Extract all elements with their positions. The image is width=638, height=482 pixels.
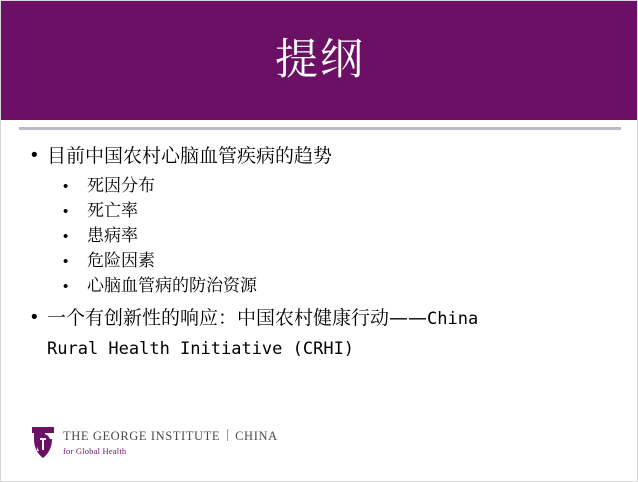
list-item-label: 目前中国农村心脑血管疾病的趋势 [47, 145, 333, 167]
list-item-label: 心脑血管病的防治资源 [87, 276, 257, 296]
list-item-label: 死亡率 [87, 201, 138, 221]
list-item [27, 224, 617, 249]
list-item [27, 141, 617, 171]
logo-text [63, 428, 278, 456]
list-item [27, 303, 617, 364]
page-title: 提纲 [275, 35, 365, 85]
list-item-label-cn: 一个有创新性的响应：中国农村健康行动—— [47, 307, 428, 329]
bullet-icon: • [31, 145, 38, 166]
bullet-icon: • [63, 203, 69, 220]
bullet-icon: • [63, 253, 69, 270]
bullet-icon: • [63, 278, 69, 295]
list-item [27, 274, 617, 299]
sub-list [27, 174, 617, 299]
title-divider [19, 127, 621, 130]
list-item-label: 患病率 [87, 226, 138, 246]
george-institute-mark-icon [29, 425, 57, 459]
logo-region: CHINA [235, 429, 278, 443]
logo-name-row [63, 428, 278, 444]
list-item [27, 249, 617, 274]
list-item-label-en-1: China [427, 309, 479, 329]
list-item-label-en-2: Rural Health Initiative (CRHI) [47, 339, 355, 359]
bullet-icon: • [31, 307, 38, 328]
list-item-label-group [47, 303, 478, 364]
organization-logo [29, 425, 278, 459]
list-item [27, 199, 617, 224]
logo-name: THE GEORGE INSTITUTE [63, 429, 221, 443]
bullet-icon: • [63, 178, 69, 195]
logo-tagline: for Global Health [63, 446, 127, 456]
list-item-label: 危险因素 [87, 251, 155, 271]
slide-body [27, 141, 617, 366]
list-item [27, 174, 617, 199]
logo-separator [227, 429, 228, 441]
bullet-icon: • [63, 228, 69, 245]
list-item-label: 死因分布 [87, 176, 155, 196]
